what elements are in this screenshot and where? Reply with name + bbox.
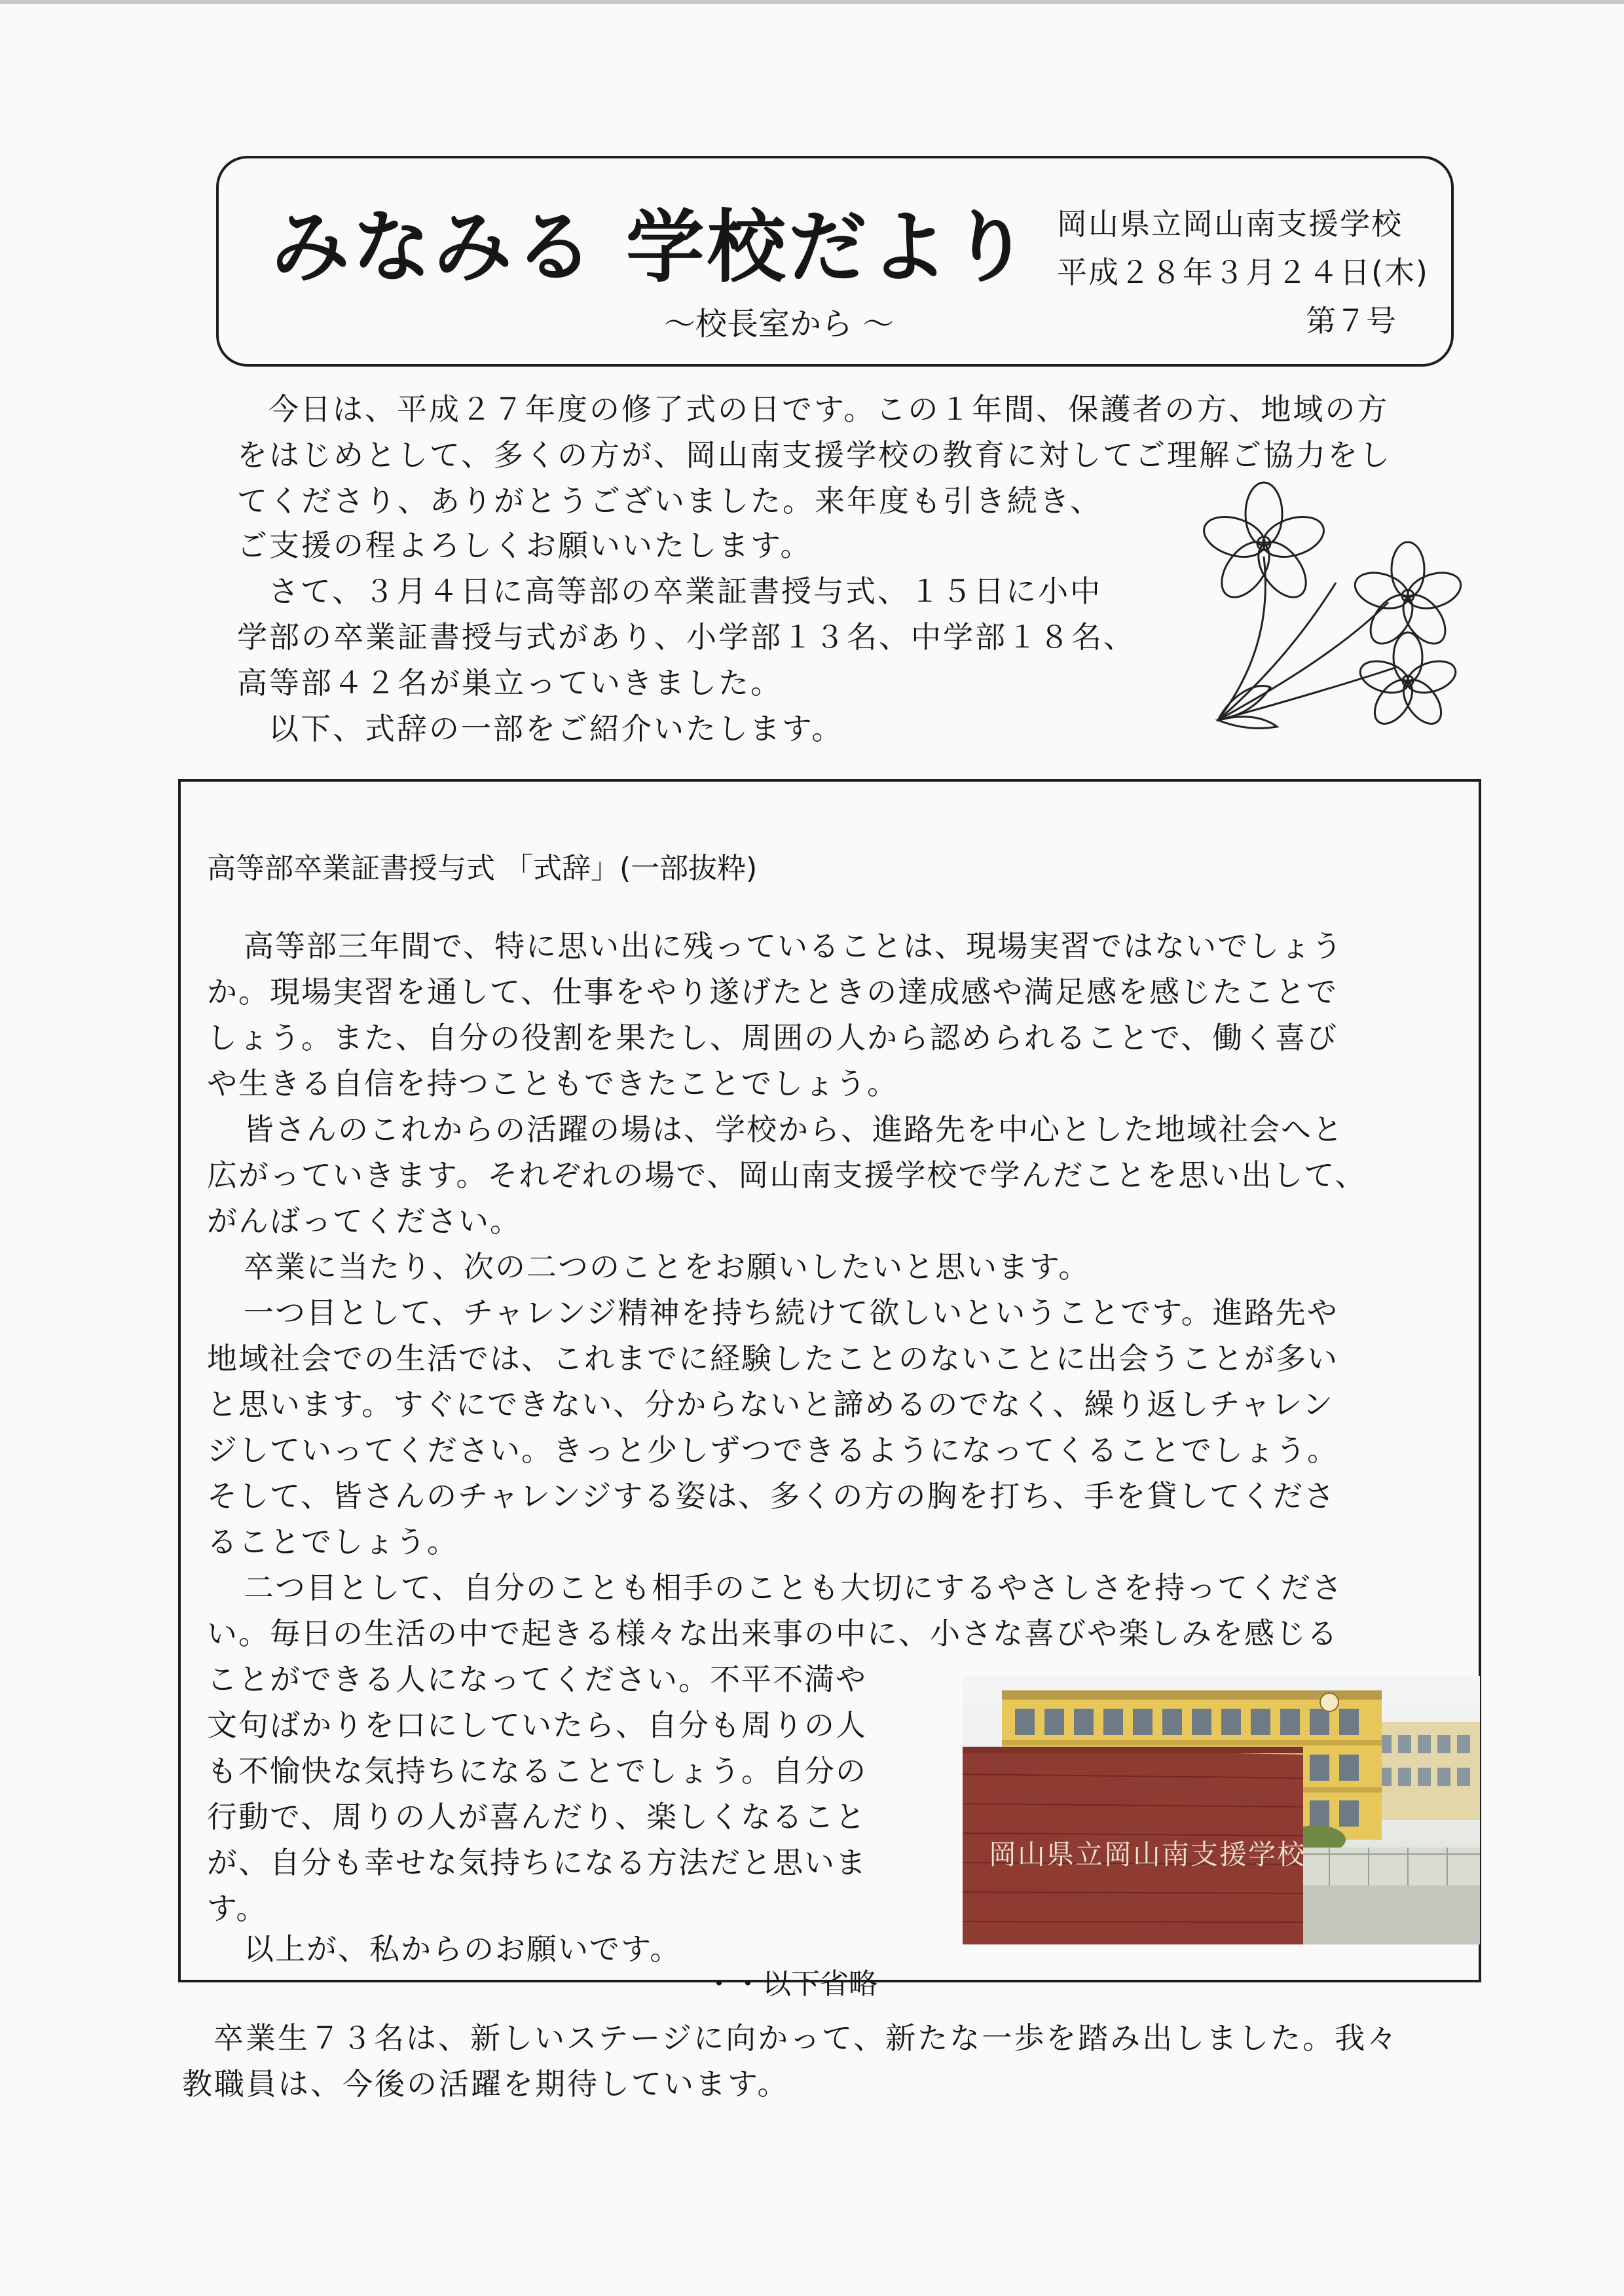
issue-date: 平成２８年３月２４日(木) <box>1057 255 1429 290</box>
address-line: ことができる人になってください。不平不満や <box>207 1662 867 1697</box>
address-line: す。 <box>207 1891 268 1926</box>
address-line: 高等部三年間で、特に思い出に残っていることは、現場実習ではないでしょう <box>244 928 1344 964</box>
issue-number: 第７号 <box>1306 303 1396 338</box>
closing-line: 卒業生７３名は、新しいステージに向かって、新たな一歩を踏み出しました。我々 <box>213 2020 1399 2056</box>
address-line: 以上が、私からのお願いです。 <box>244 1931 682 1967</box>
intro-line: 以下、式辞の一部をご紹介いたします。 <box>268 711 844 746</box>
address-line: 広がっていきます。それぞれの場で、岡山南支援学校で学んだことを思い出して、 <box>207 1157 1367 1193</box>
address-line: も不愉快な気持ちになることでしょう。自分の <box>207 1753 867 1789</box>
address-line: い。毎日の生活の中で起きる様々な出来事の中に、小さな喜びや楽しみを感じる <box>207 1616 1338 1651</box>
intro-line: 学部の卒業証書授与式があり、小学部１３名、中学部１８名、 <box>237 619 1135 655</box>
address-line: ジしていってください。きっと少しずつできるようになってくることでしょう。 <box>207 1432 1338 1468</box>
address-line: 二つ目として、自分のことも相手のことも大切にするやさしさを持ってくださ <box>244 1570 1344 1605</box>
newsletter-header <box>216 156 1454 367</box>
address-line: 文句ばかりを口にしていたら、自分も周りの人 <box>207 1707 867 1743</box>
cherry-blossom-illustration <box>1192 471 1480 733</box>
address-line: ることでしょう。 <box>207 1524 458 1559</box>
address-line: 行動で、周りの人が喜んだり、楽しくなること <box>207 1799 867 1834</box>
top-border-line <box>0 0 1624 4</box>
address-line: 一つ目として、チャレンジ精神を持ち続けて欲しいということです。進路先や <box>244 1295 1338 1330</box>
address-line: が、自分も幸せな気持ちになる方法だと思いま <box>207 1845 867 1880</box>
intro-line: てくださり、ありがとうございました。来年度も引き続き、 <box>237 483 1103 519</box>
address-line: や生きる自信を持つこともできたことでしょう。 <box>207 1066 898 1101</box>
intro-line: ご支援の程よろしくお願いいたします。 <box>237 528 813 563</box>
address-line: そして、皆さんのチャレンジする姿は、多くの方の胸を打ち、手を貸してくださ <box>207 1478 1336 1514</box>
school-building-photo <box>963 1676 1480 1944</box>
address-line: 卒業に当たり、次の二つのことをお願いしたいと思います。 <box>244 1249 1090 1285</box>
address-line: か。現場実習を通して、仕事をやり遂げたときの達成感や満足感を感じたことで <box>207 974 1338 1010</box>
sign-text: 岡山県立岡山南支援学校 <box>989 1838 1306 1870</box>
school-name: 岡山県立岡山南支援学校 <box>1057 206 1403 242</box>
address-line: と思います。すぐにできない、分からないと諦めるのでなく、繰り返しチャレン <box>207 1387 1334 1422</box>
intro-line: をはじめとして、多くの方が、岡山南支援学校の教育に対してご理解ご協力をし <box>237 437 1392 473</box>
address-line: しょう。また、自分の役割を果たし、周囲の人から認められることで、働く喜び <box>207 1020 1338 1055</box>
address-heading: 高等部卒業証書授与式 「式辞」(一部抜粋) <box>207 852 758 885</box>
address-line: がんばってください。 <box>207 1203 521 1239</box>
closing-line: 教職員は、今後の活躍を期待しています。 <box>182 2066 790 2102</box>
newsletter-title: みなみる 学校だより <box>271 202 1032 293</box>
newsletter-subtitle: ～校長室から ～ <box>664 306 895 342</box>
intro-line: 高等部４２名が巣立っていきました。 <box>237 665 783 701</box>
address-line: 皆さんのこれからの活躍の場は、学校から、進路先を中心とした地域社会へと <box>244 1112 1344 1147</box>
address-line: 地域社会での生活では、これまでに経験したことのないことに出会うことが多い <box>207 1341 1338 1376</box>
intro-line: さて、３月４日に高等部の卒業証書授与式、１５日に小中 <box>268 574 1103 609</box>
omission-note: ・・以下省略 <box>705 1967 877 2001</box>
intro-line: 今日は、平成２７年度の修了式の日です。この１年間、保護者の方、地域の方 <box>268 392 1390 427</box>
